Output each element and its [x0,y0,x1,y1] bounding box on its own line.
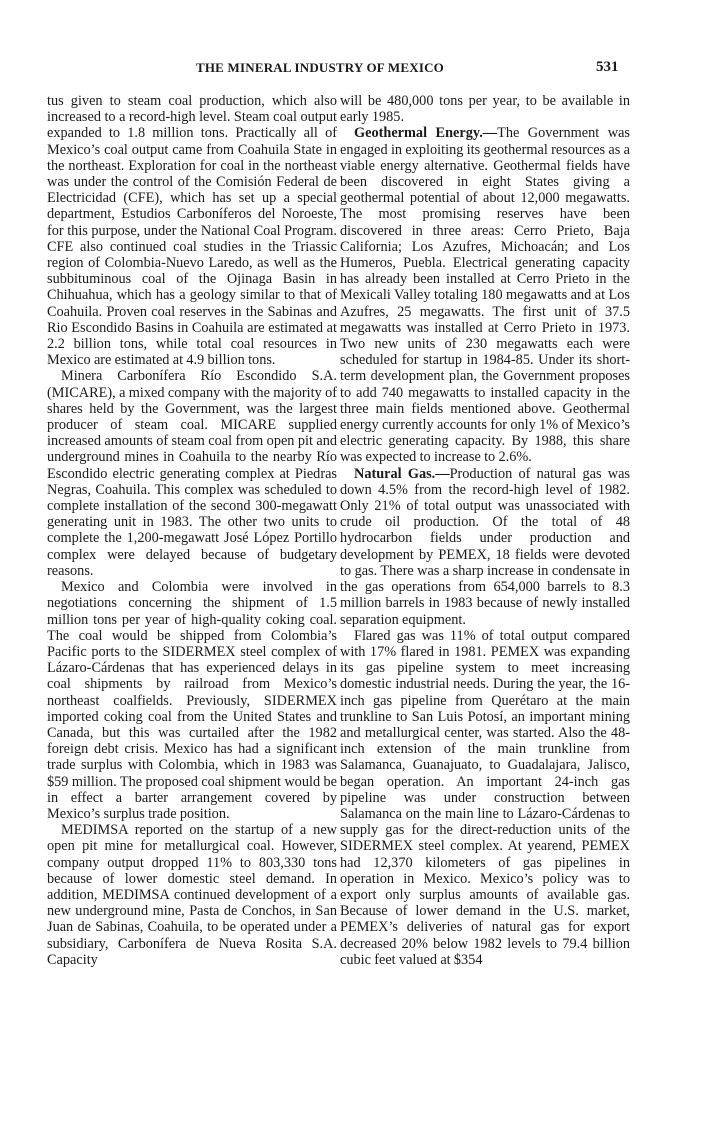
running-head [0,60,712,80]
section-heading-natural-gas: Natural Gas.— [354,465,450,482]
page-number: 531 [596,59,619,75]
paragraph-body: Production of natural gas was down 4.5% from the record-high level of 1982. Only 21% of total output was unassociated with crude oil production. Of the total of 48 hydrocarbon fields under production and development by PEMEX, 18 fields were devoted to gas. There was a sharp increase in condensate in the gas operations from 654,000 barrels to 8.3 million barrels in 1983 because of newly installed separation equipment. [340,465,630,628]
paragraph: Minera Carbonífera Río Escondido S.A. (MICARE), a mixed company with the majority of shares held by the Government, was the largest producer of steam coal. MICARE supplied increased amounts of steam coal from open pit and underground mines in Coahuila to the nearby Río Escondido electric generating complex at Piedras Negras, Coahuila. This complex was scheduled to complete installation of the second 300-megawatt generating unit in 1983. The other two units to complete the 1,200-megawatt José López Portillo complex were delayed because of budgetary reasons. [47,368,337,579]
paragraph: MEDIMSA reported on the startup of a new open pit mine for metallurgical coal. However, company output dropped 11% to 803,330 tons because of lower domestic steel demand. In addition, MEDIMSA continued development of a new underground mine, Pasta de Conchos, in San Juan de Sabinas, Coahuila, to be operated under a subsidiary, Carbonífera de Nueva Rosita S.A. Capacity [47,822,337,968]
paragraph-body: The Government was engaged in exploiting its geothermal resources as a viable energy alternative. Geothermal fields have been discovered in eight States giving a geothermal potential of about 12,000 megawatts. The most promising reserves have been discovered in three areas: Cerro Prieto, Baja California; Los Azufres, Michoacán; and Los Humeros, Puebla. Electrical generating capacity has already been installed at Cerro Prieto in the Mexicali Valley totaling 180 megawatts and at Los Azufres, 25 megawatts. The first unit of 37.5 megawatts was installed at Cerro Prieto in 1973. Two new units of 230 megawatts each were scheduled for startup in 1984-85. Under its short-term development plan, the Government proposes to add 740 megawatts to installed capacity in the three main fields mentioned above. Geothermal energy currently accounts for only 1% of Mexico’s electric generating capacity. By 1988, this share was expected to increase to 2.6%. [340,125,630,466]
paragraph [340,125,630,465]
paragraph: tus given to steam coal production, which also increased to a record-high level. Steam coal output expanded to 1.8 million tons. Practically all of Mexico’s coal output came from Coahuila State in the northeast. Exploration for coal in the northeast was under the control of the Comisión Federal de Electricidad (CFE), which has set up a special department, Estudios Carboníferos del Noroeste, for this purpose, under the National Coal Program. CFE also continued coal studies in the Triassic region of Colombia-Nuevo Laredo, as well as the subbituminous coal of the Ojinaga Basin in Chihuahua, which has a geology similar to that of Coahuila. Proven coal reserves in the Sabinas and Rio Escondido Basins in Coahuila are estimated at 2.2 billion tons, while total coal resources in Mexico are estimated at 4.9 billion tons. [47,93,337,369]
right-column [340,93,630,968]
running-title: THE MINERAL INDUSTRY OF MEXICO [196,60,444,75]
left-column [47,93,337,968]
paragraph: Flared gas was 11% of total output compared with 17% flared in 1981. PEMEX was expanding its gas pipeline system to meet increasing domestic industrial needs. During the year, the 16-inch gas pipeline from Querétaro at the main trunkline to San Luis Potosí, an important mining and metallurgical center, was started. Also the 48-inch extension of the main trunkline from Salamanca, Guanajuato, to Guadalajara, Jalisco, began operation. An important 24-inch gas pipeline was under construction between Salamanca on the main line to Lázaro-Cárdenas to supply gas for the direct-reduction units of the SIDERMEX steel complex. At yearend, PEMEX had 12,370 kilometers of gas pipelines in operation in Mexico. Mexico’s policy was to export only surplus amounts of available gas. Because of lower demand in the U.S. market, PEMEX’s deliveries of natural gas for export decreased 20% below 1982 levels to 79.4 billion cubic feet valued at $354 [340,627,630,968]
paragraph: Mexico and Colombia were involved in negotiations concerning the shipment of 1.5 million tons per year of high-quality coking coal. The coal would be shipped from Colombia’s Pacific ports to the SIDERMEX steel complex of Lázaro-Cárdenas that has experienced delays in coal shipments by railroad from Mexico’s northeast coalfields. Previously, SIDERMEX imported coking coal from the United States and Canada, but this was curtailed after the 1982 foreign debt crisis. Mexico has had a significant trade surplus with Colombia, which in 1983 was $59 million. The proposed coal shipment would be in effect a barter arrangement covered by Mexico’s surplus trade position. [47,579,337,822]
paragraph: will be 480,000 tons per year, to be available in early 1985. [340,93,630,126]
section-heading-geothermal: Geothermal Energy.— [354,125,498,142]
paragraph [340,466,630,628]
